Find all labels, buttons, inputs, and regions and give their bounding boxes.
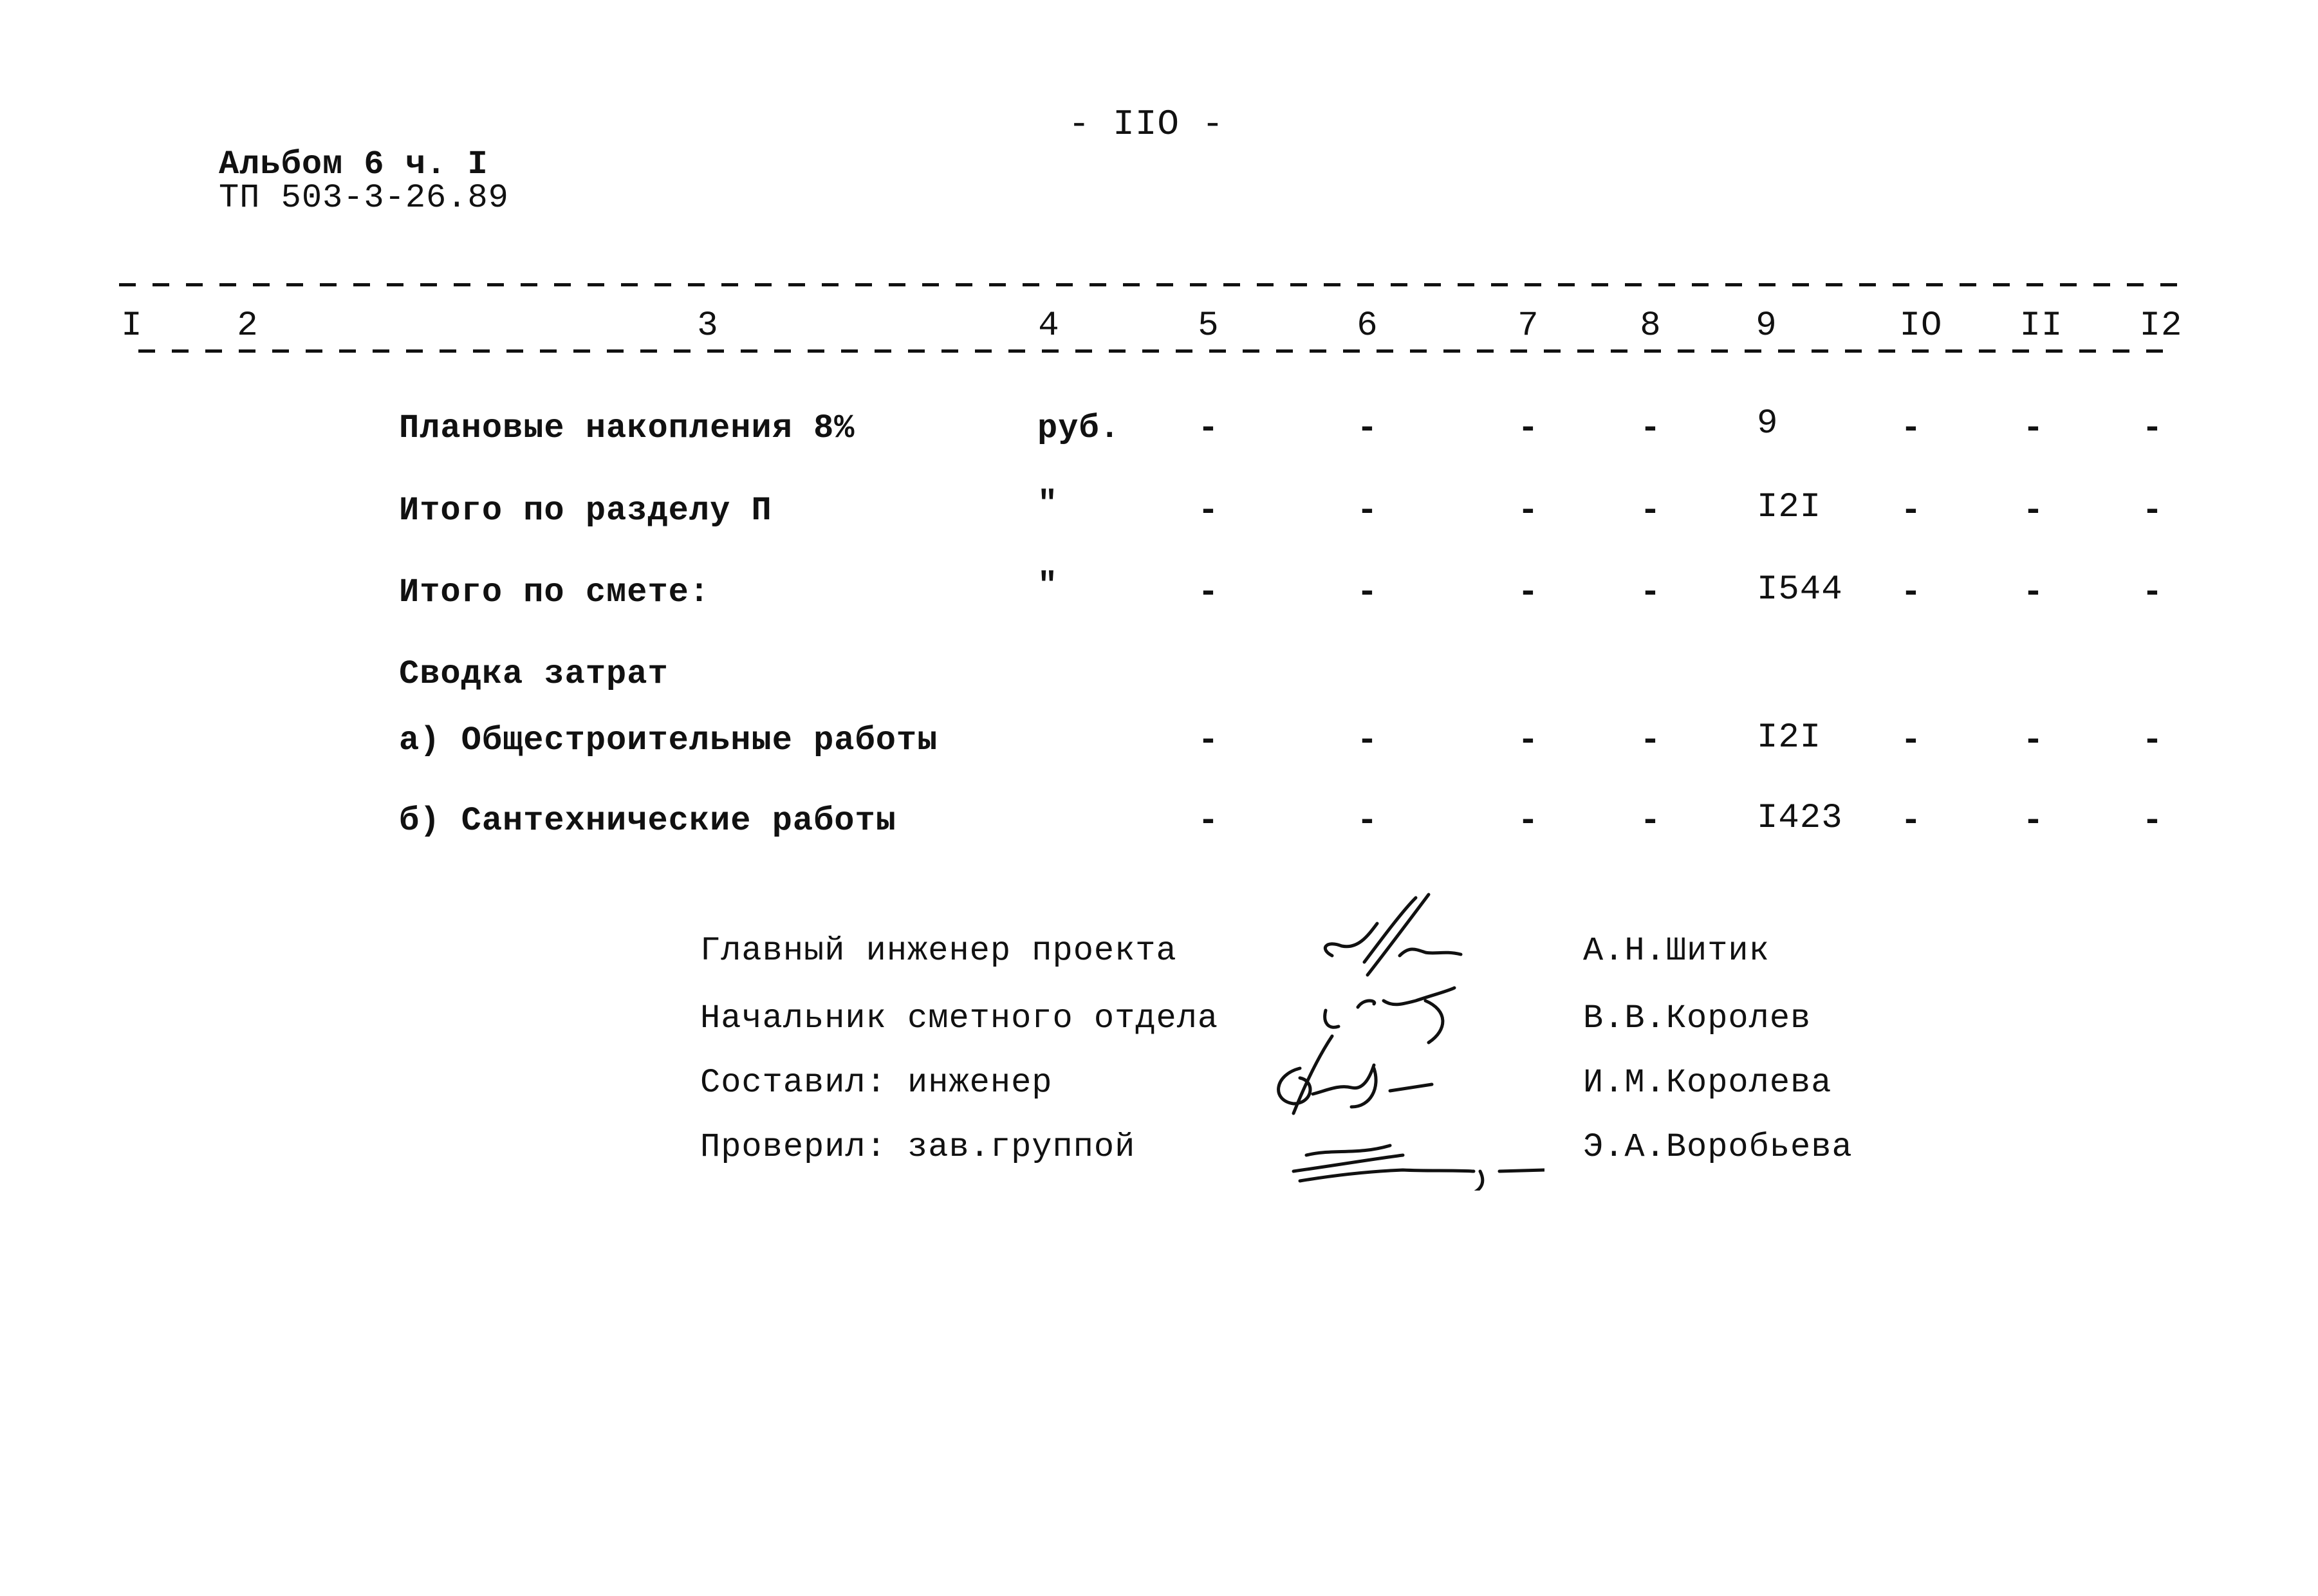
signatory-role: Начальник сметного отдела: [700, 999, 1219, 1037]
section-heading: Сводка затрат: [399, 655, 669, 693]
cell-col-9: I423: [1757, 799, 1843, 838]
cell-col-10: -: [1900, 802, 1922, 841]
cell-col-12: -: [2142, 802, 2164, 841]
cell-col-9: I2I: [1757, 488, 1822, 527]
cell-col-11: -: [2023, 409, 2044, 449]
cell-col-6: -: [1357, 802, 1378, 841]
cell-col-10: -: [1900, 573, 1922, 613]
signatory-name: А.Н.Шитик: [1583, 932, 1770, 970]
column-header-2: 2: [237, 306, 259, 346]
row-unit-ditto: ": [1037, 567, 1059, 605]
row-label: Плановые накопления 8%: [399, 409, 855, 447]
page-number: - IIO -: [1068, 104, 1225, 145]
cell-col-12: -: [2142, 409, 2164, 449]
project-code: ТП 503-3-26.89: [219, 179, 509, 217]
row-unit-ditto: ": [1037, 485, 1059, 523]
handwritten-signature-icon: [1287, 1120, 1544, 1191]
cell-col-6: -: [1357, 721, 1378, 761]
header-bottom-dashed-rule: [138, 349, 2175, 353]
handwritten-signature-icon: [1306, 885, 1499, 981]
row-label: Итого по разделу П: [399, 492, 772, 530]
column-header-4: 4: [1038, 306, 1060, 346]
cell-col-9: I544: [1757, 570, 1843, 609]
signatory-role: Главный инженер проекта: [700, 932, 1177, 970]
cell-col-12: -: [2142, 721, 2164, 761]
cell-col-5: -: [1198, 802, 1219, 841]
cell-col-6: -: [1357, 409, 1378, 449]
cell-col-12: -: [2142, 492, 2164, 531]
album-label: Альбом 6 ч. I: [219, 145, 488, 183]
column-header-7: 7: [1517, 306, 1539, 346]
cell-col-10: -: [1900, 721, 1922, 761]
signatory-role: Составил: инженер: [700, 1064, 1053, 1102]
cell-col-11: -: [2023, 573, 2044, 613]
cell-col-10: -: [1900, 492, 1922, 531]
column-header-8: 8: [1640, 306, 1662, 346]
cell-col-6: -: [1357, 573, 1378, 613]
cell-col-5: -: [1198, 721, 1219, 761]
row-unit: руб.: [1037, 409, 1120, 447]
column-header-6: 6: [1357, 306, 1378, 346]
header-top-dashed-rule: [119, 283, 2185, 286]
cell-col-10: -: [1900, 409, 1922, 449]
cell-col-9: I2I: [1757, 718, 1822, 757]
handwritten-signature-icon: [1261, 1030, 1454, 1120]
cell-col-8: -: [1640, 492, 1662, 531]
signatory-name: И.М.Королева: [1583, 1064, 1832, 1102]
column-header-12: I2: [2139, 306, 2183, 346]
signatory-name: Э.А.Воробьева: [1583, 1128, 1853, 1166]
cell-col-7: -: [1517, 573, 1539, 613]
column-header-1: I: [121, 306, 143, 346]
cell-col-5: -: [1198, 492, 1219, 531]
cell-col-7: -: [1517, 409, 1539, 449]
signatory-role: Проверил: зав.группой: [700, 1128, 1136, 1166]
cell-col-7: -: [1517, 492, 1539, 531]
cell-col-9: 9: [1757, 404, 1779, 443]
row-label: б) Сантехнические работы: [399, 802, 896, 840]
cell-col-6: -: [1357, 492, 1378, 531]
column-header-3: 3: [697, 306, 719, 346]
row-label: а) Общестроительные работы: [399, 721, 938, 759]
column-header-11: II: [2019, 306, 2063, 346]
cell-col-7: -: [1517, 802, 1539, 841]
cell-col-12: -: [2142, 573, 2164, 613]
signatory-name: В.В.Королев: [1583, 999, 1812, 1037]
cell-col-8: -: [1640, 573, 1662, 613]
column-header-5: 5: [1198, 306, 1219, 346]
cell-col-11: -: [2023, 721, 2044, 761]
column-header-10: IO: [1899, 306, 1943, 346]
row-label: Итого по смете:: [399, 573, 710, 611]
cell-col-7: -: [1517, 721, 1539, 761]
cell-col-5: -: [1198, 573, 1219, 613]
cell-col-5: -: [1198, 409, 1219, 449]
column-header-9: 9: [1756, 306, 1777, 346]
cell-col-8: -: [1640, 721, 1662, 761]
cell-col-8: -: [1640, 802, 1662, 841]
cell-col-11: -: [2023, 802, 2044, 841]
cell-col-8: -: [1640, 409, 1662, 449]
cell-col-11: -: [2023, 492, 2044, 531]
